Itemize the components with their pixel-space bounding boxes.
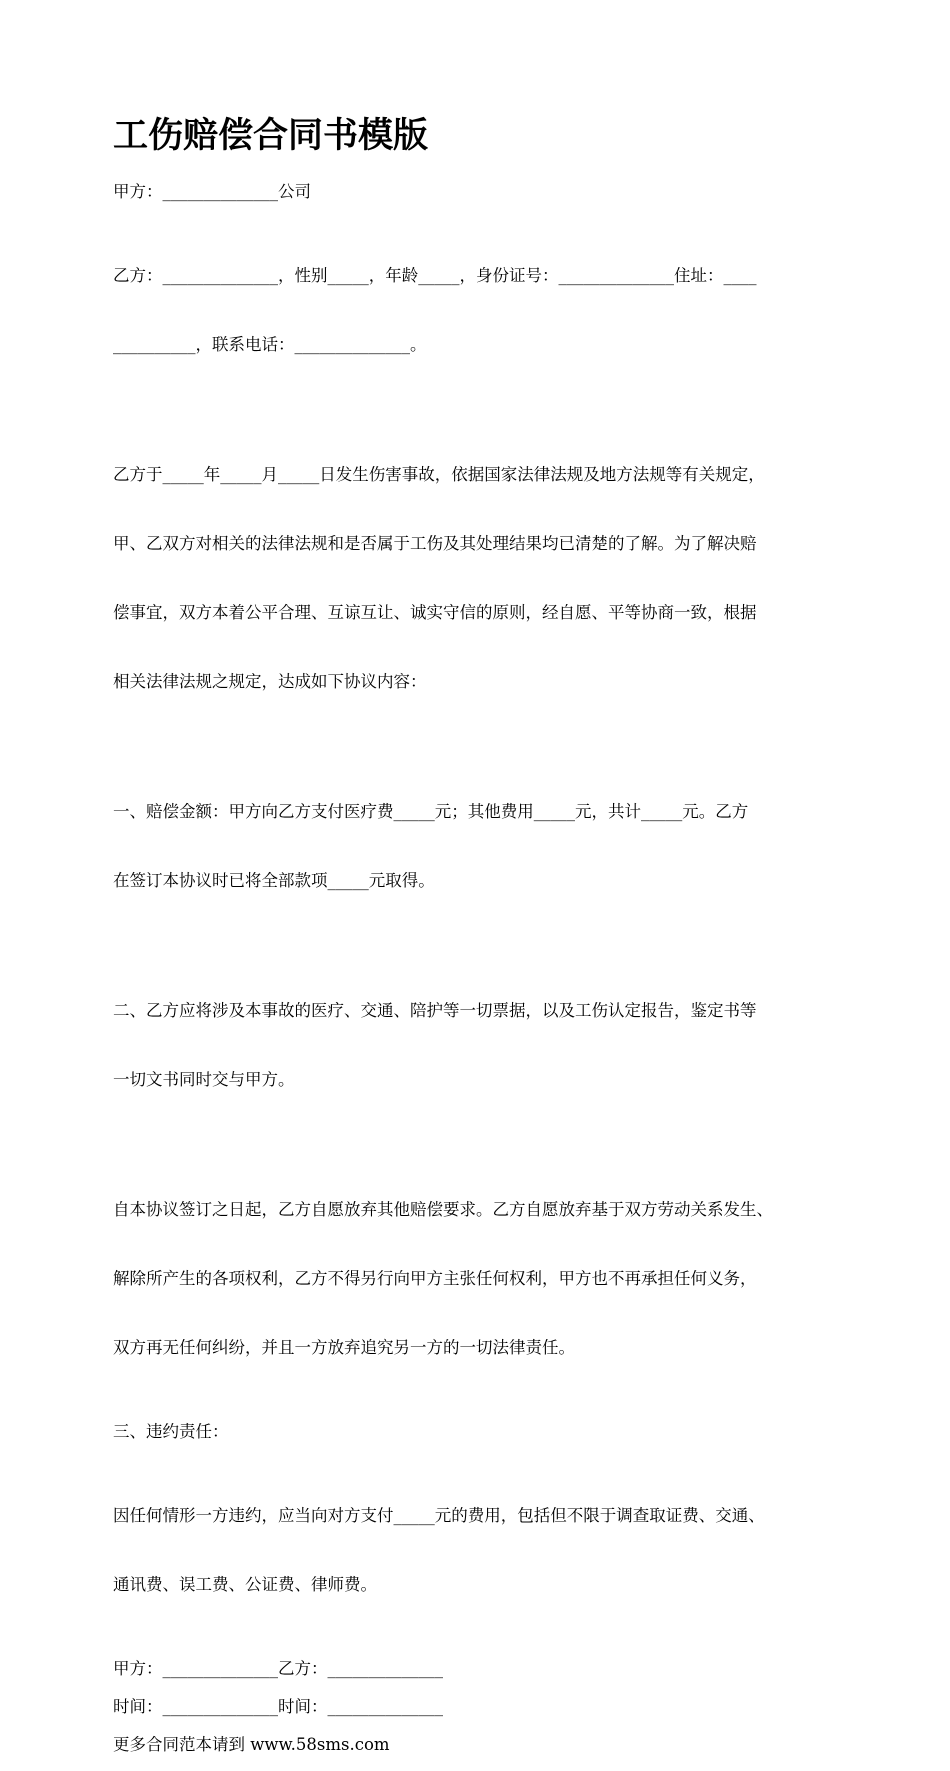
clause-line: 二、乙方应将涉及本事故的医疗、交通、陪护等一切票据，以及工伤认定报告，鉴定书等: [113, 1001, 757, 1020]
party-a-line: 甲方：______________公司: [113, 182, 311, 201]
waiver-line: 双方再无任何纠纷，并且一方放弃追究另一方的一切法律责任。: [113, 1338, 575, 1357]
date-line: 时间：______________时间：______________: [113, 1697, 443, 1716]
waiver-line: 解除所产生的各项权利，乙方不得另行向甲方主张任何权利，甲方也不再承担任何义务，: [113, 1269, 757, 1288]
intro-line: 偿事宜，双方本着公平合理、互谅互让、诚实守信的原则，经自愿、平等协商一致，根据: [113, 603, 757, 622]
clause-breach-heading: 三、违约责任：: [113, 1422, 229, 1441]
waiver-line: 自本协议签订之日起，乙方自愿放弃其他赔偿要求。乙方自愿放弃基于双方劳动关系发生、: [113, 1200, 773, 1219]
footer-note: 更多合同范本请到 www.58sms.com: [113, 1735, 390, 1754]
clause-line: 在签订本协议时已将全部款项_____元取得。: [113, 871, 435, 890]
breach-line: 通讯费、误工费、公证费、律师费。: [113, 1575, 377, 1594]
waiver-paragraph: [113, 1152, 853, 1405]
clause-documents-handover: [113, 953, 853, 1137]
clause-line: 一、赔偿金额：甲方向乙方支付医疗费_____元；其他费用_____元，共计_____元。乙方: [113, 802, 749, 821]
breach-line: 因任何情形一方违约，应当向对方支付_____元的费用，包括但不限于调查取证费、交通、: [113, 1506, 765, 1525]
clause-compensation-amount: [113, 754, 853, 938]
intro-paragraph: [113, 417, 853, 739]
intro-line: 相关法律法规之规定，达成如下协议内容：: [113, 672, 427, 691]
contract-document: [113, 112, 853, 1771]
breach-paragraph: [113, 1458, 853, 1642]
party-b-line-2: __________，联系电话：______________。: [113, 335, 427, 354]
party-b-line-1: 乙方：______________，性别_____，年龄_____，身份证号：______________住址：____: [113, 266, 757, 285]
document-title: 工伤赔偿合同书模版: [113, 115, 429, 156]
signature-line: 甲方：______________乙方：______________: [113, 1659, 443, 1678]
intro-line: 乙方于_____年_____月_____日发生伤害事故，依据国家法律法规及地方法规等有关规定，: [113, 465, 765, 484]
party-b-block: [113, 218, 853, 402]
clause-line: 一切文书同时交与甲方。: [113, 1070, 295, 1089]
intro-line: 甲、乙双方对相关的法律法规和是否属于工伤及其处理结果均已清楚的了解。为了解决赔: [113, 534, 757, 553]
